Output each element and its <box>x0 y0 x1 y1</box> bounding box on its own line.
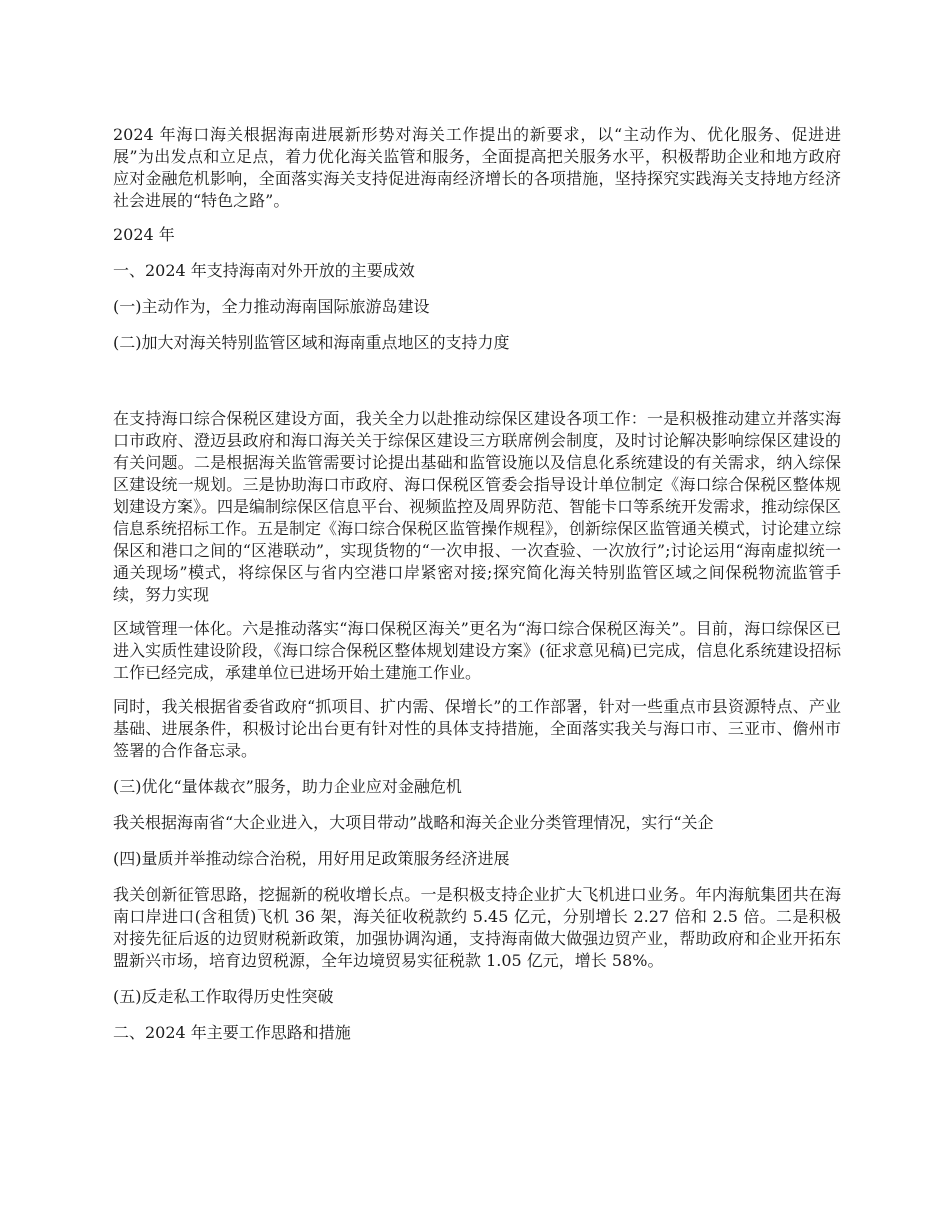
subsection-heading-3: (三)优化“量体裁衣”服务，助力企业应对金融危机 <box>113 777 462 796</box>
subsection-heading-5: (五)反走私工作取得历史性突破 <box>113 987 334 1006</box>
body-paragraph-bonded-zone: 在支持海口综合保税区建设方面，我关全力以赴推动综保区建设各项工作：一是积极推动建立并落实海口市政府、澄迈县政府和海口海关关于综保区建设三方联席例会制度，及时讨论解决影响综保区建设的有关问题。二是根据海关监管需要讨论提出基础和监管设施以及信息化系统建设的有关需求，纳入综保区建设统一规划。三是协助海口市政府、海口保税区管委会指导设计单位制定《海口综合保税区整体规划建设方案》。四是编制综保区信息平台、视频监控及周界防范、智能卡口等系统开发需求，推动综保区信息系统招标工作。五是制定《海口综合保税区监管操作规程》，创新综保区监管通关模式，讨论建立综保区和港口之间的“区港联动”，实现货物的“一次申报、一次查验、一次放行”;讨论运用“海南虚拟统一通关现场”模式，将综保区与省内空港口岸紧密对接;探究简化海关特别监管区域之间保税物流监管手续，努力实现 <box>113 409 842 604</box>
body-paragraph-enterprise: 我关根据海南省“大企业进入，大项目带动”战略和海关企业分类管理情况，实行“关企 <box>113 813 714 832</box>
body-paragraph-regional-management: 区域管理一体化。六是推动落实“海口保税区海关”更名为“海口综合保税区海关”。目前，海口综保区已进入实质性建设阶段，《海口综合保税区整体规划建设方案》(征求意见稿)已完成，信息化系统建设招标工作已经完成，承建单位已进场开始土建施工作业。 <box>113 619 841 682</box>
section-heading-2: 二、2024 年主要工作思路和措施 <box>113 1023 351 1042</box>
subsection-heading-1: (一)主动作为，全力推动海南国际旅游岛建设 <box>113 297 430 316</box>
body-paragraph-cooperation: 同时，我关根据省委省政府“抓项目、扩内需、保增长”的工作部署，针对一些重点市县资源特点、产业基础、进展条件，积极讨论出台更有针对性的具体支持措施，全面落实我关与海口市、三亚市、儋州市签署的合作备忘录。 <box>113 697 841 760</box>
body-paragraph-tax: 我关创新征管思路，挖掘新的税收增长点。一是积极支持企业扩大飞机进口业务。年内海航集团共在海南口岸进口(含租赁)飞机 36 架，海关征收税款约 5.45 亿元，分别增长 2.27 倍和 2.5 倍。二是积极对接先征后返的边贸财税新政策，加强协调沟通，支持海南做大做强边贸产业，帮助政府和企业开拓东盟新兴市场，培育边贸税源，全年边境贸易实征税款 1.05 亿元，增长 58%。 <box>113 885 841 970</box>
intro-paragraph: 2024 年海口海关根据海南进展新形势对海关工作提出的新要求，以“主动作为、优化服务、促进进展”为出发点和立足点，着力优化海关监管和服务，全面提高把关服务水平，积极帮助企业和地方政府应对金融危机影响，全面落实海关支持促进海南经济增长的各项措施，坚持探究实践海关支持地方经济社会进展的“特色之路”。 <box>113 125 841 210</box>
section-heading-1: 一、2024 年支持海南对外开放的主要成效 <box>113 261 415 280</box>
document-body <box>113 124 841 1044</box>
subsection-heading-4: (四)量质并举推动综合治税，用好用足政策服务经济进展 <box>113 849 510 868</box>
year-heading: 2024 年 <box>113 225 175 244</box>
subsection-heading-2: (二)加大对海关特别监管区域和海南重点地区的支持力度 <box>113 333 510 352</box>
